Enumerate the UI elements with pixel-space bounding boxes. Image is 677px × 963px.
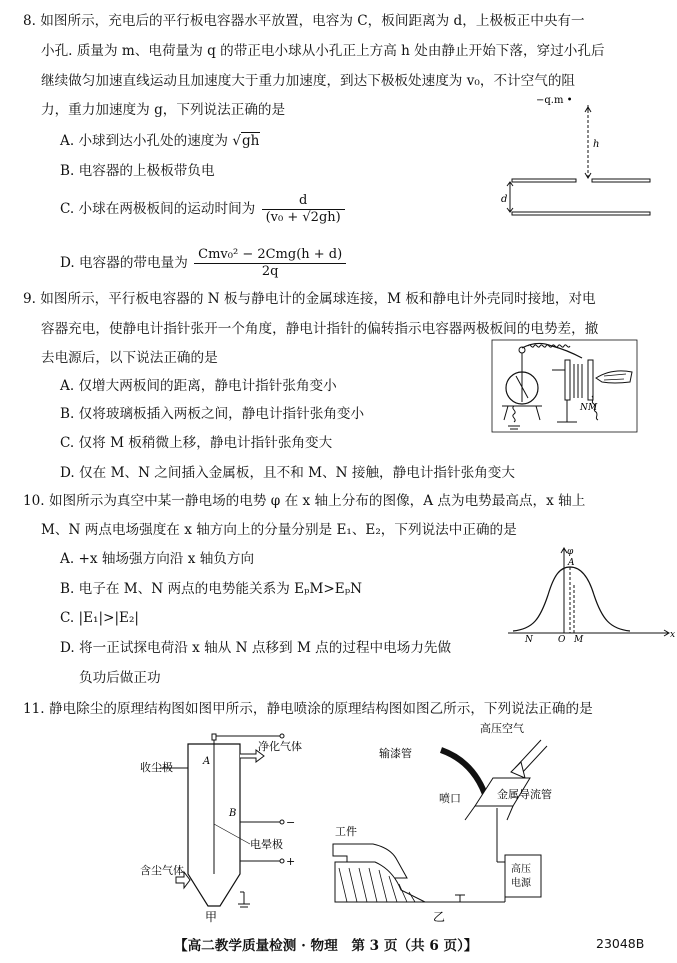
svg-text:N: N <box>525 635 533 645</box>
q10-option-b: B. 电子在 M、N 两点的电势能关系为 EₚM>EₚN <box>60 581 363 597</box>
q9-option-a: A. 仅增大两板间的距离，静电计指针张角变小 <box>60 378 337 394</box>
svg-text:电源: 电源 <box>511 878 531 889</box>
svg-text:输漆管: 输漆管 <box>379 747 412 760</box>
q8-stem-line-1: 8. 如图所示，充电后的平行板电容器水平放置，电容为 C，板间距离为 d，上极板正中央有一 <box>23 13 585 29</box>
q8-option-c-fraction: $\frac{d}{\text{(v₀ + √2gh)}}$ <box>262 193 345 226</box>
svg-text:金属导流管: 金属导流管 <box>497 788 552 801</box>
q11-figure-yi <box>325 720 575 925</box>
q9-option-c: C. 仅将 M 板稍微上移，静电计指针张角变大 <box>60 435 333 451</box>
q10-option-c: C. |E₁|>|E₂| <box>60 610 140 626</box>
svg-text:B: B <box>229 808 237 819</box>
svg-text:d: d <box>501 194 508 205</box>
svg-text:A: A <box>203 756 211 767</box>
svg-text:喷口: 喷口 <box>439 792 461 805</box>
q9-stem-line-2: 容器充电，使静电计指针张开一个角度，静电计指针的偏转指示电容器两极板间的电势差，撤 <box>41 321 599 337</box>
q8-option-d: D. 电容器的带电量为 $\frac{\text{Cmv₀² − 2Cmg(h + d)}}{2q}$ <box>60 247 346 280</box>
svg-text:+: + <box>286 855 296 868</box>
q8-option-d-fraction: $\frac{\text{Cmv₀² − 2Cmg(h + d)}}{2q}$ <box>194 247 346 280</box>
svg-text:N: N <box>580 403 588 413</box>
svg-text:乙: 乙 <box>433 910 446 924</box>
svg-text:甲: 甲 <box>205 910 218 924</box>
q8-option-a-expr: gh <box>241 133 260 149</box>
svg-text:M: M <box>588 403 598 413</box>
q9-option-b: B. 仅将玻璃板插入两板之间，静电计指针张角变小 <box>60 406 365 422</box>
q8-stem-line-3: 继续做匀加速直线运动且加速度大于重力加速度，到达下极板处速度为 v₀，不计空气的阻 <box>41 73 576 89</box>
svg-text:−q.m •: −q.m • <box>536 95 573 106</box>
q10-stem-line-1: 10. 如图所示为真空中某一静电场的电势 φ 在 x 轴上分布的图像，A 点为电势最高点，x 轴上 <box>23 493 586 509</box>
svg-text:高压空气: 高压空气 <box>480 722 524 735</box>
q11-stem: 11. 静电除尘的原理结构图如图甲所示，静电喷涂的原理结构图如图乙所示，下列说法正确的是 <box>23 701 593 717</box>
q11-figure-jia <box>140 724 315 924</box>
svg-text:A: A <box>568 558 575 568</box>
q8-capacitor-figure <box>500 95 660 225</box>
q8-option-a: A. 小球到达小孔处的速度为 √gh <box>60 133 260 149</box>
q9-electrometer-figure <box>492 340 642 435</box>
q8-stem-line-4: 力，重力加速度为 g，下列说法正确的是 <box>41 102 286 118</box>
q8-option-c: C. 小球在两极板间的运动时间为 $\frac{d}{\text{(v₀ + √2gh)}}$ <box>60 193 345 226</box>
q9-stem-line-3: 去电源后，以下说法正确的是 <box>41 350 218 366</box>
q10-stem-line-2: M、N 两点电场强度在 x 轴方向上的分量分别是 E₁、E₂，下列说法中正确的是 <box>41 522 517 538</box>
svg-text:x: x <box>670 630 676 640</box>
q10-option-d-line-1: D. 将一正试探电荷沿 x 轴从 N 点移到 M 点的过程中电场力先做 <box>60 640 452 656</box>
svg-text:电晕极: 电晕极 <box>250 838 283 851</box>
svg-text:净化气体: 净化气体 <box>258 740 302 753</box>
svg-text:φ: φ <box>567 547 574 557</box>
q10-potential-graph <box>508 545 677 650</box>
q10-option-d-line-2: 负功后做正功 <box>79 670 161 686</box>
q10-option-a: A. +x 轴场强方向沿 x 轴负方向 <box>60 551 255 567</box>
svg-text:−: − <box>286 816 296 829</box>
svg-text:M: M <box>574 635 584 645</box>
q8-option-b: B. 电容器的上极板带负电 <box>60 163 215 179</box>
paper-code: 23048B <box>596 936 645 951</box>
svg-text:高压: 高压 <box>511 864 531 875</box>
svg-text:工件: 工件 <box>335 825 357 838</box>
svg-text:h: h <box>593 139 600 150</box>
svg-text:收尘极: 收尘极 <box>140 761 173 774</box>
q9-option-d: D. 仅在 M、N 之间插入金属板，且不和 M、N 接触，静电计指针张角变大 <box>60 465 515 481</box>
page-footer-title: 【高二教学质量检测 · 物理 第 3 页（共 6 页）】 <box>174 938 478 954</box>
q8-stem-line-2: 小孔. 质量为 m、电荷量为 q 的带正电小球从小孔正上方高 h 处由静止开始下落，穿过小孔后 <box>41 43 605 59</box>
svg-text:含尘气体: 含尘气体 <box>140 864 184 877</box>
svg-text:O: O <box>558 635 566 645</box>
q9-stem-line-1: 9. 如图所示，平行板电容器的 N 板与静电计的金属球连接，M 板和静电计外壳同时接地，对电 <box>23 291 596 307</box>
